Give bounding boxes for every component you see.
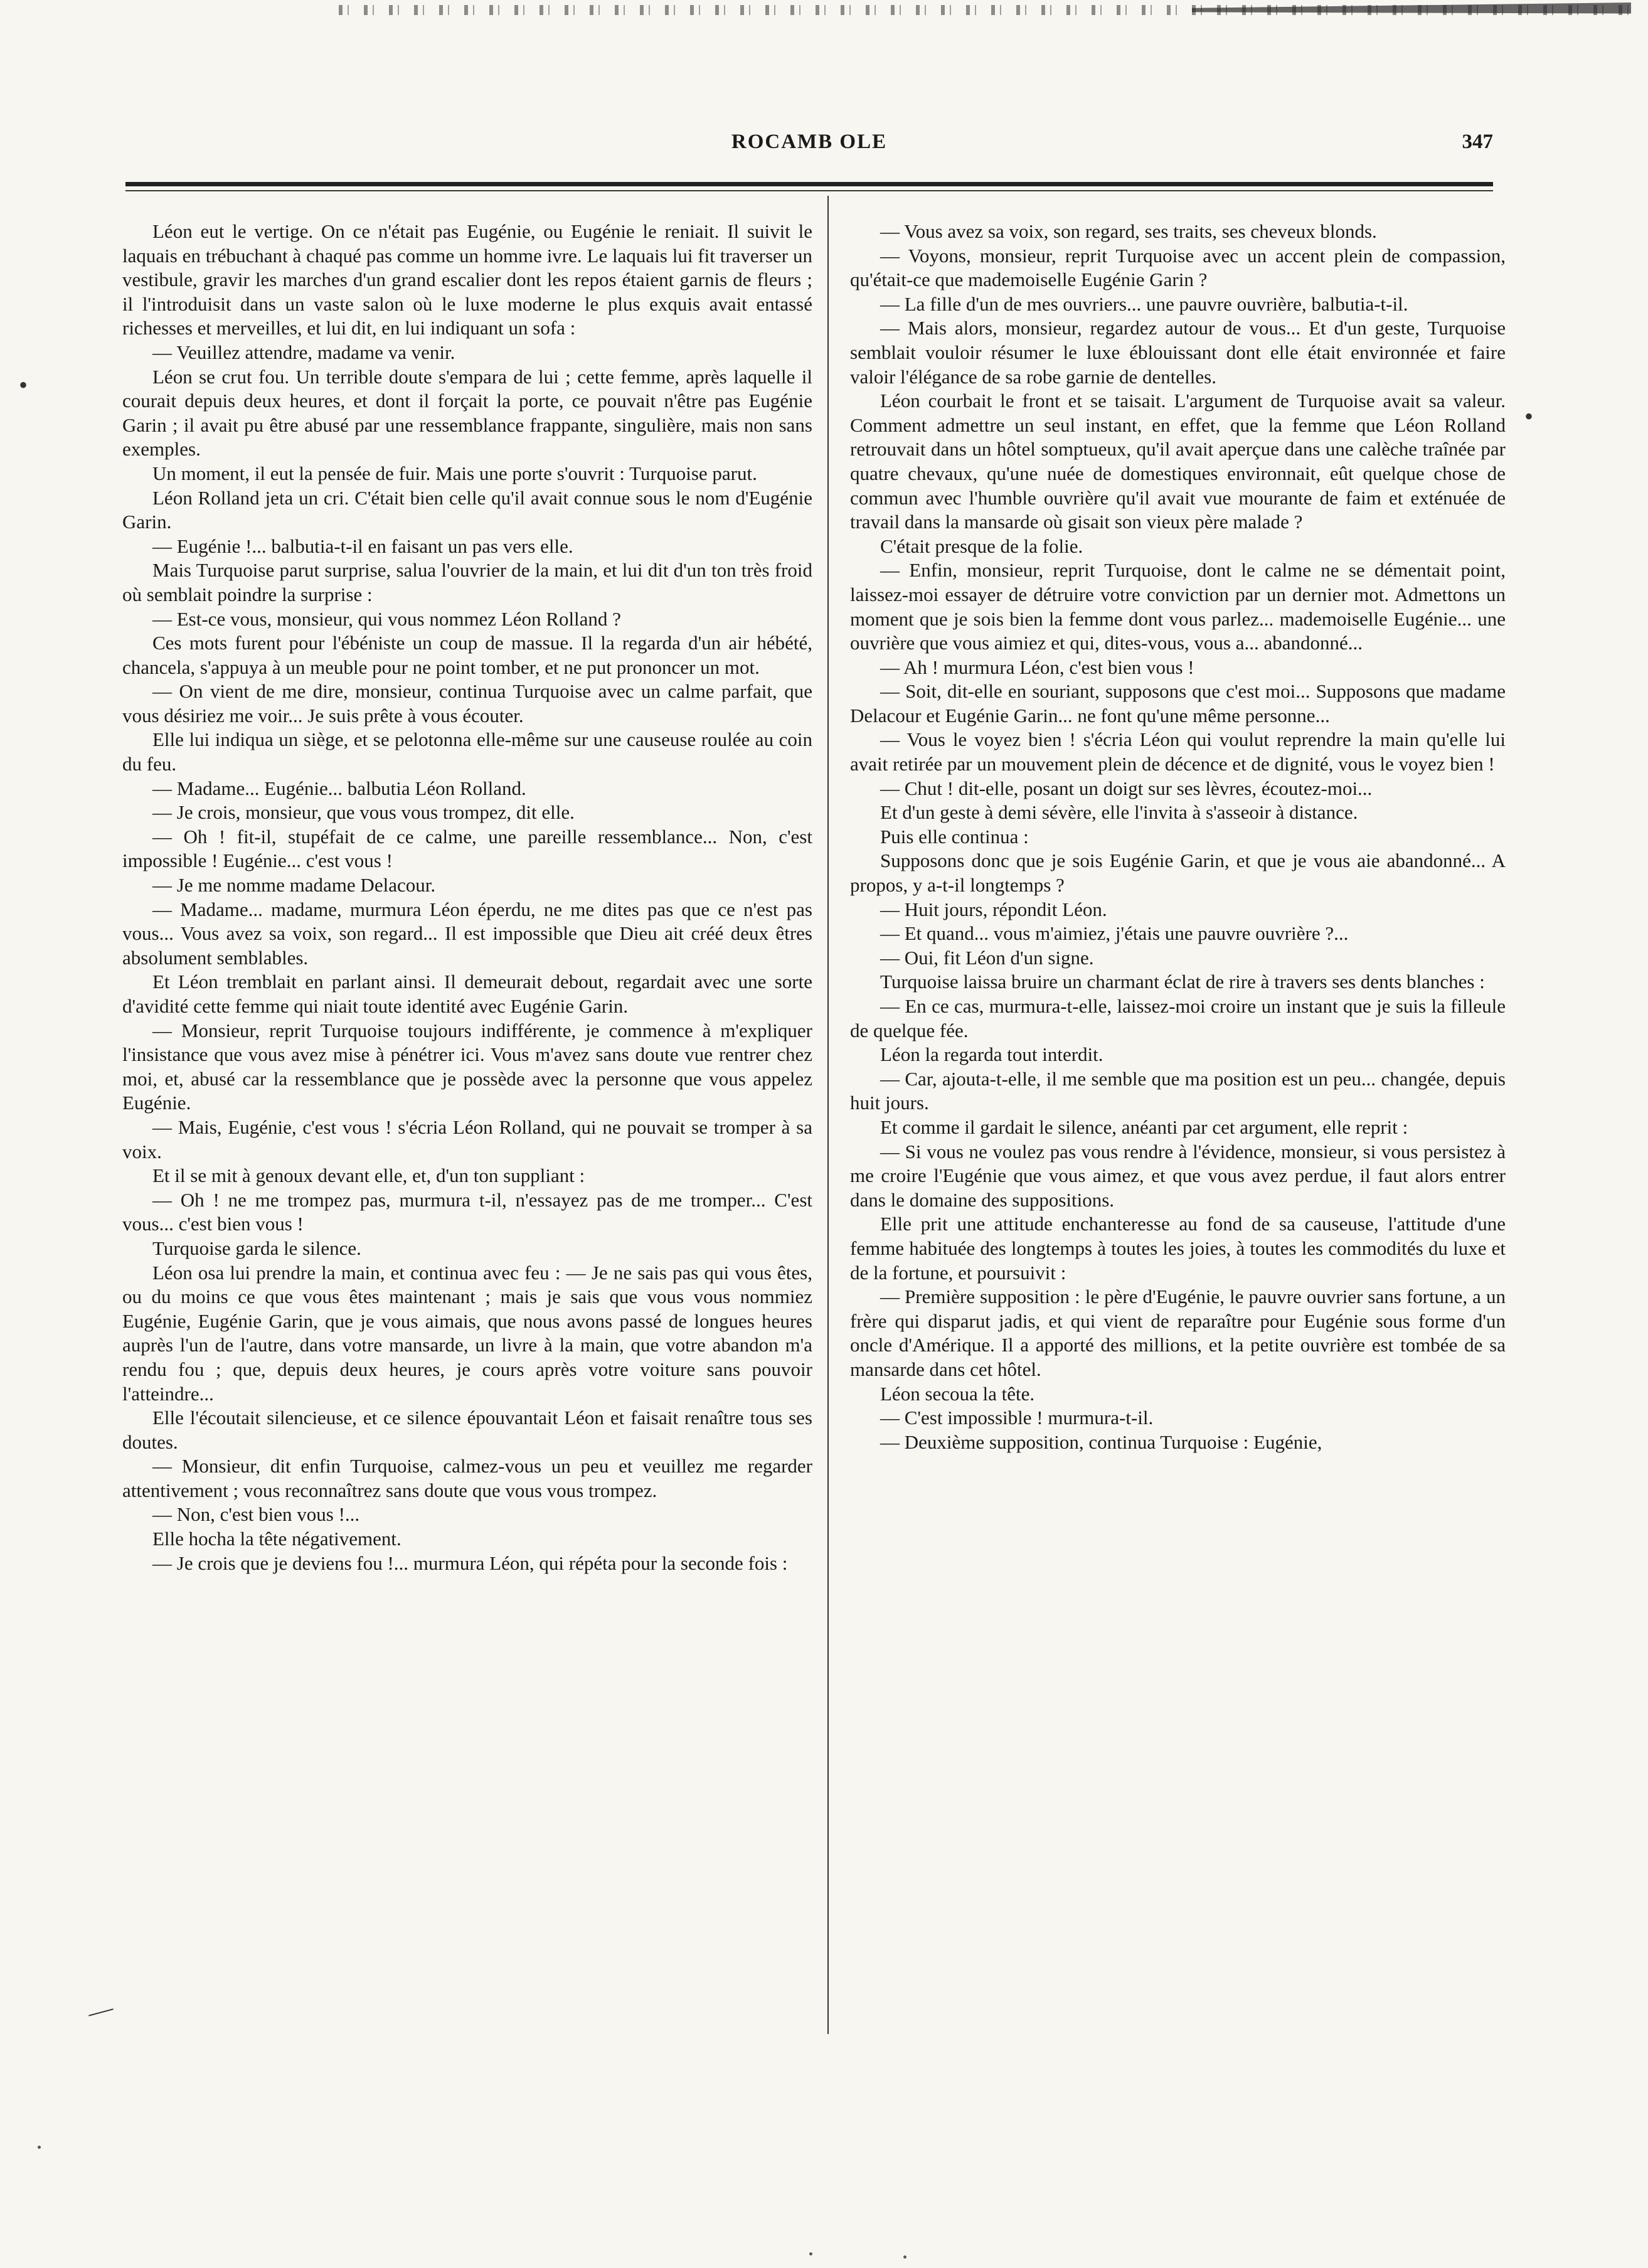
paragraph: — Je crois que je deviens fou !... murmura Léon, qui répéta pour la seconde fois : [152, 1552, 788, 1574]
scan-speck [38, 2146, 41, 2149]
paragraph: — Huit jours, répondit Léon. [880, 898, 1107, 920]
paragraph: Léon courbait le front et se taisait. L'argument de Turquoise avait sa valeur. Comment admettre un seul instant, en effet, que la femme que Léon Rolland retrouvait dans un hôtel somptueux, qu'il avait aperçue dans une calèche traînée par quatre chevaux, qu'une nuée de domestiques environnait, eût quelque chose de commun avec l'humble ouvrière qu'il avait vue mourante de faim et exténuée de travail dans la mansarde où gisait son vieux père malade ? [850, 390, 1506, 533]
paragraph: — Monsieur, reprit Turquoise toujours indifférente, je commence à m'expliquer l'insistance que vous avez mise à pénétrer ici. Vous m'avez sans doute vue rentrer chez moi, et, abusé car la ressemblance que je possède avec la personne que vous appelez Eugénie. [122, 1019, 812, 1114]
paragraph: Et comme il gardait le silence, anéanti par cet argument, elle reprit : [880, 1115, 1408, 1138]
paragraph: Elle lui indiqua un siège, et se pelotonna elle-même sur une causeuse roulée au coin du feu. [122, 728, 812, 775]
paragraph: — Mais alors, monsieur, regardez autour de vous... Et d'un geste, Turquoise semblait vouloir résumer le luxe éblouissant dont elle était environnée et faire valoir l'élégance de sa robe garnie de dentelles. [850, 317, 1506, 388]
paragraph: — Soit, dit-elle en souriant, supposons que c'est moi... Supposons que madame Delacour et Eugénie Garin... ne font qu'une même personne... [850, 680, 1506, 727]
paragraph: Un moment, il eut la pensée de fuir. Mais une porte s'ouvrit : Turquoise parut. [152, 462, 757, 484]
running-title: ROCAMB OLE [731, 130, 888, 153]
paragraph: Elle l'écoutait silencieuse, et ce silence épouvantait Léon et faisait renaître tous ses doutes. [122, 1407, 812, 1453]
paragraph: Léon eut le vertige. On ce n'était pas Eugénie, ou Eugénie le reniait. Il suivit le laquais en trébuchant à chaqué pas comme un homme ivre. Le laquais lui fit traverser un vestibule, gravir les marches d'un grand escalier dont les repos étaient garnis de fleurs ; il l'introduisit dans un vaste salon où le luxe moderne le plus exquis avait entassé richesses et merveilles, et lui dit, en lui indiquant un sofa : [122, 220, 812, 339]
paragraph: — Vous avez sa voix, son regard, ses traits, ses cheveux blonds. [880, 220, 1377, 242]
paragraph: — Je me nomme madame Delacour. [152, 874, 436, 897]
paragraph: — Car, ajouta-t-elle, il me semble que ma position est un peu... changée, depuis huit jours. [850, 1067, 1506, 1114]
paragraph: C'était presque de la folie. [880, 535, 1083, 557]
header-rule-thick [125, 182, 1493, 186]
paragraph: — Eugénie !... balbutia-t-il en faisant un pas vers elle. [152, 535, 573, 557]
paragraph: Et il se mit à genoux devant elle, et, d'un ton suppliant : [152, 1164, 585, 1187]
paragraph: Ces mots furent pour l'ébéniste un coup de massue. Il la regarda d'un air hébété, chancela, s'appuya à un meuble pour ne point tomber, et ne put prononcer un mot. [122, 632, 812, 678]
paragraph: — Veuillez attendre, madame va venir. [152, 341, 455, 363]
paragraph: — En ce cas, murmura-t-elle, laissez-moi croire un instant que je suis la filleule de quelque fée. [850, 995, 1506, 1041]
paragraph: Elle hocha la tête négativement. [152, 1528, 401, 1550]
paragraph: — Non, c'est bien vous !... [152, 1503, 360, 1526]
paragraph: — C'est impossible ! murmura-t-il. [880, 1407, 1154, 1429]
paragraph: — Madame... madame, murmura Léon éperdu, ne me dites pas que ce n'est pas vous... Vous avez sa voix, son regard... Il est impossible que Dieu ait créé deux êtres absolument semblables. [122, 898, 812, 969]
paragraph: — Est-ce vous, monsieur, qui vous nommez Léon Rolland ? [152, 607, 621, 630]
paragraph: — La fille d'un de mes ouvriers... une pauvre ouvrière, balbutia-t-il. [880, 292, 1408, 315]
paragraph: Léon osa lui prendre la main, et continua avec feu : — Je ne sais pas qui vous êtes, ou du moins ce que vous êtes maintenant ; mais je sais que vous vous nommiez Eugénie, Eugénie Garin, que je vous aimais, que nous avons passé de longues heures auprès l'un de l'autre, dans votre mansarde, un livre à la main, que votre abandon m'a rendu fou ; que, depuis deux heures, je cours après votre voiture sans pouvoir l'atteindre... [122, 1261, 812, 1405]
paragraph: Léon Rolland jeta un cri. C'était bien celle qu'il avait connue sous le nom d'Eugénie Garin. [122, 486, 812, 533]
paragraph: — Si vous ne voulez pas vous rendre à l'évidence, monsieur, si vous persistez à me croire l'Eugénie que vous aimez, et que vous avez perdue, il faut alors entrer dans le domaine des suppositions. [850, 1140, 1506, 1211]
scan-speck [809, 2252, 812, 2255]
paragraph: — On vient de me dire, monsieur, continua Turquoise avec un calme parfait, que vous désiriez me voir... Je suis prête à vous écouter. [122, 680, 812, 727]
margin-stroke: — [84, 1993, 117, 2027]
paragraph: — Deuxième supposition, continua Turquoise : Eugénie, [880, 1430, 1322, 1453]
paragraph: — Je crois, monsieur, que vous vous trompez, dit elle. [152, 801, 575, 824]
paragraph: — Voyons, monsieur, reprit Turquoise avec un accent plein de compassion, qu'était-ce que mademoiselle Eugénie Garin ? [850, 244, 1506, 291]
paragraph: Et d'un geste à demi sévère, elle l'invita à s'asseoir à distance. [880, 801, 1358, 824]
paragraph: Puis elle continua : [880, 825, 1029, 848]
margin-dot: • [1524, 402, 1534, 430]
paragraph: Turquoise laissa bruire un charmant éclat de rire à travers ses dents blanches : [880, 971, 1485, 993]
paragraph: Turquoise garda le silence. [152, 1237, 361, 1259]
header-rule-thin [125, 190, 1493, 191]
paragraph: Léon se crut fou. Un terrible doute s'empara de lui ; cette femme, après laquelle il courait depuis deux heures, et dont il forçait la porte, ce pouvait n'être pas Eugénie Garin ; il avait pu être abusé par une ressemblance frappante, singulière, mais non sans exemples. [122, 365, 812, 461]
left-text-column [122, 220, 812, 1575]
page-number: 347 [1462, 130, 1493, 153]
column-divider [827, 196, 829, 2034]
right-text-column [850, 220, 1506, 1454]
paragraph: — Monsieur, dit enfin Turquoise, calmez-vous un peu et veuillez me regarder attentivement ; vous reconnaîtrez sans doute que vous vous trompez. [122, 1455, 812, 1501]
paragraph: — Mais, Eugénie, c'est vous ! s'écria Léon Rolland, qui ne pouvait se tromper à sa voix. [122, 1115, 812, 1163]
paragraph: — Chut ! dit-elle, posant un doigt sur ses lèvres, écoutez-moi... [880, 777, 1373, 799]
paragraph: — Ah ! murmura Léon, c'est bien vous ! [880, 656, 1194, 678]
paragraph: Léon la regarda tout interdit. [880, 1043, 1103, 1066]
margin-dot: • [19, 371, 28, 399]
paragraph: — Oh ! ne me trompez pas, murmura t-il, n'essayez pas de me tromper... C'est vous... c'est bien vous ! [122, 1188, 812, 1235]
paragraph: Supposons donc que je sois Eugénie Garin, et que je vous aie abandonné... A propos, y a-t-il longtemps ? [850, 849, 1506, 897]
paragraph: — Et quand... vous m'aimiez, j'étais une pauvre ouvrière ?... [880, 922, 1349, 945]
paragraph: Léon secoua la tête. [880, 1382, 1035, 1405]
paragraph: — Oui, fit Léon d'un signe. [880, 946, 1094, 969]
paragraph: — Première supposition : le père d'Eugénie, le pauvre ouvrier sans fortune, a un frère qui disparut jadis, et qui vient de reparaître pour Eugénie sous forme d'un oncle d'Amérique. Il a apporté des millions, et la petite ouvrière est tombée de sa mansarde dans cet hôtel. [850, 1286, 1506, 1380]
scan-speck [903, 2255, 906, 2259]
paragraph: Mais Turquoise parut surprise, salua l'ouvrier de la main, et lui dit d'un ton très froid où semblait poindre la surprise : [122, 559, 812, 605]
page-header [125, 125, 1493, 163]
paragraph: — Enfin, monsieur, reprit Turquoise, dont le calme ne se démentait point, laissez-moi essayer de détruire votre conviction par un dernier mot. Admettons un moment que je sois bien la femme dont vous parlez... mademoiselle Eugénie... une ouvrière que vous aimiez et qui, dites-vous, vous a... abandonné... [850, 559, 1506, 654]
paragraph: — Vous le voyez bien ! s'écria Léon qui voulut reprendre la main qu'elle lui avait retirée par un mouvement plein de décence et de dignité, vous le voyez bien ! [850, 728, 1506, 775]
paragraph: Et Léon tremblait en parlant ainsi. Il demeurait debout, regardait avec une sorte d'avidité cette femme qui niait toute identité avec Eugénie Garin. [122, 971, 812, 1017]
paragraph: — Oh ! fit-il, stupéfait de ce calme, une pareille ressemblance... Non, c'est impossible ! Eugénie... c'est vous ! [122, 825, 812, 872]
paragraph: — Madame... Eugénie... balbutia Léon Rolland. [152, 777, 526, 799]
paragraph: Elle prit une attitude enchanteresse au fond de sa causeuse, l'attitude d'une femme habituée des longtemps à toutes les joies, à toutes les commodités du luxe et de la fortune, et poursuivit : [850, 1213, 1506, 1284]
